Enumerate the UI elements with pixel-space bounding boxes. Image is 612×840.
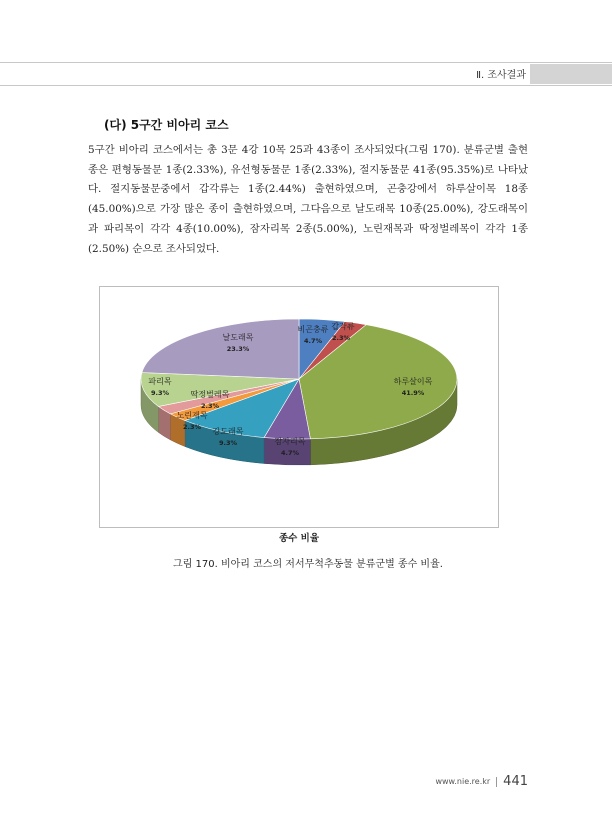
slice-value-label: 9.3% bbox=[150, 389, 170, 397]
subheading: (다) 5구간 비아리 코스 bbox=[104, 118, 229, 132]
footer-separator bbox=[496, 777, 497, 787]
slice-value-label: 4.7% bbox=[303, 337, 323, 345]
section-label: Ⅱ. 조사결과 bbox=[476, 70, 526, 81]
header-bottom-rule bbox=[0, 85, 612, 86]
slice-label: 비곤충류 bbox=[297, 325, 329, 334]
slice-label: 강도래목 bbox=[212, 427, 244, 436]
slice-value-label: 2.3% bbox=[182, 423, 202, 431]
slice-label: 딱정벌레목 bbox=[190, 390, 230, 399]
slice-label: 노린재목 bbox=[176, 411, 208, 420]
slice-label: 갑각류 bbox=[331, 322, 355, 331]
slice-value-label: 2.3% bbox=[200, 402, 220, 410]
slice-label: 잠자리목 bbox=[274, 437, 306, 446]
footer-site: www.nie.re.kr bbox=[435, 777, 491, 786]
header-top-rule bbox=[0, 62, 612, 63]
slice-value-label: 9.3% bbox=[218, 439, 238, 447]
paragraph-text: 5구간 비아리 코스에서는 총 3문 4강 10목 25과 43종이 조사되었다(그림 170). 분류군별 출현 종은 편형동물문 1종(2.33%), 유선형동물문 1종(2.33%), 절지동물문 41종(95.35%)로 나타났다. 절지동물문중에서 갑각류는 1종(2.44%) 출현하였으며, 곤충강에서 하루살이목 18종(45.00%)으로 가장 많은 종이 출현하였으며, 그다음으로 날도래목 10종(25.00%), 강도래목이과 파리목이 각각 4종(10.00%), 잠자리목 2종(5.00%), 노린재목과 딱정벌레목이 각각 1종(2.50%) 순으로 조사되었다. bbox=[88, 144, 528, 255]
section-tab-bar bbox=[530, 64, 612, 84]
pie-chart-svg bbox=[100, 287, 498, 527]
slice-value-label: 41.9% bbox=[401, 389, 425, 397]
body-paragraph bbox=[88, 141, 528, 259]
figure-caption: 그림 170. 비아리 코스의 저서무척추동물 분류군별 종수 비율. bbox=[173, 559, 443, 570]
slice-value-label: 4.7% bbox=[280, 449, 300, 457]
page-footer bbox=[435, 774, 528, 789]
pie-slice-날도래목 bbox=[142, 319, 299, 379]
slice-label: 날도래목 bbox=[222, 333, 254, 342]
slice-value-label: 2.3% bbox=[331, 334, 351, 342]
slice-label: 파리목 bbox=[148, 377, 172, 386]
pie-chart bbox=[99, 286, 499, 528]
slice-value-label: 23.3% bbox=[226, 345, 250, 353]
page-number: 441 bbox=[503, 774, 528, 789]
slice-label: 하루살이목 bbox=[393, 377, 433, 386]
chart-xlabel: 종수 비율 bbox=[278, 533, 319, 544]
